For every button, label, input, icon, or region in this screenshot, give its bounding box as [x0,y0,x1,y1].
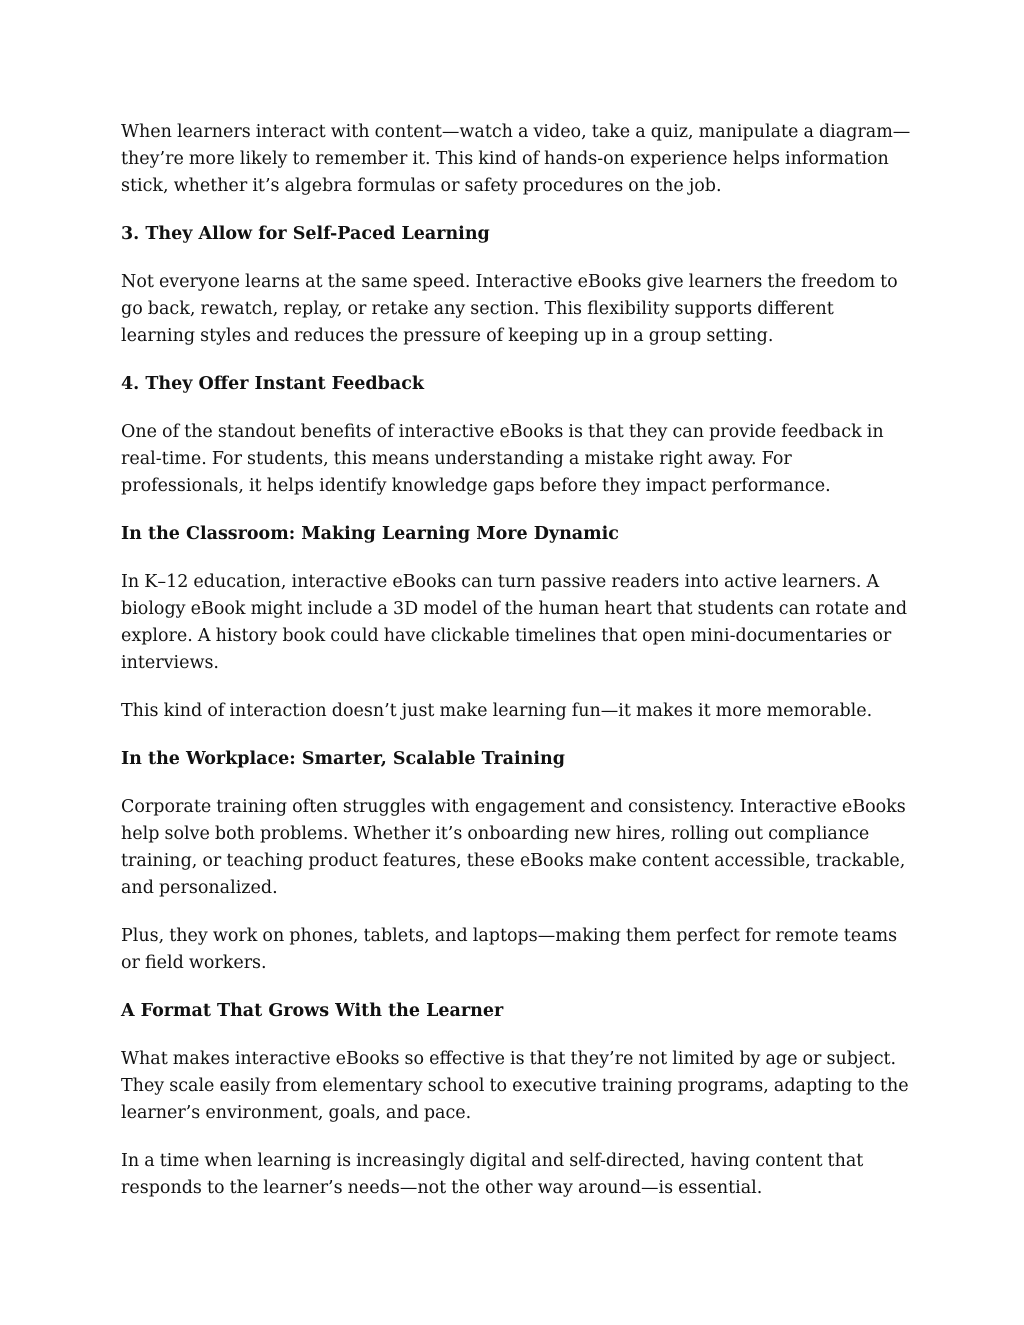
paragraph-instant-feedback: One of the standout benefits of interactive eBooks is that they can provide feedback in real-time. For students, this means understanding a mistake right away. For professionals, it helps identify knowledge gaps before they impact performance. [121,422,884,496]
paragraph-format-essential: In a time when learning is increasingly digital and self-directed, having content that responds to the learner’s needs—not the other way around—is essential. [121,1151,864,1198]
heading-instant-feedback: 4. They Offer Instant Feedback [121,374,424,394]
paragraph-classroom-memorable: This kind of interaction doesn’t just make learning fun—it makes it more memorable. [121,701,873,721]
heading-self-paced-learning: 3. They Allow for Self-Paced Learning [121,224,490,244]
paragraph-interaction-memory: When learners interact with content—watch a video, take a quiz, manipulate a diagram—they’re more likely to remember it. This kind of hands-on experience helps information stick, whether it’s algebra formulas or safety procedures on the job. [121,122,911,196]
paragraph-workplace: Corporate training often struggles with engagement and consistency. Interactive eBooks help solve both problems. Whether it’s onboarding new hires, rolling out compliance training, or teaching product features, these eBooks make content accessible, trackable, and personalized. [121,797,906,898]
paragraph-self-paced: Not everyone learns at the same speed. Interactive eBooks give learners the freedom to go back, rewatch, replay, or retake any section. This flexibility supports different learning styles and reduces the pressure of keeping up in a group setting. [121,272,898,346]
paragraph-format-effective: What makes interactive eBooks so effective is that they’re not limited by age or subject. They scale easily from elementary school to executive training programs, adapting to the learner’s environment, goals, and pace. [121,1049,909,1123]
document-body [121,119,911,1223]
paragraph-classroom: In K–12 education, interactive eBooks can turn passive readers into active learners. A biology eBook might include a 3D model of the human heart that students can rotate and explore. A history book could have clickable timelines that open mini-documentaries or interviews. [121,572,908,673]
heading-classroom: In the Classroom: Making Learning More Dynamic [121,524,619,544]
paragraph-workplace-devices: Plus, they work on phones, tablets, and laptops—making them perfect for remote teams or field workers. [121,926,898,973]
heading-workplace: In the Workplace: Smarter, Scalable Training [121,749,565,769]
heading-format-grows: A Format That Grows With the Learner [121,1001,504,1021]
